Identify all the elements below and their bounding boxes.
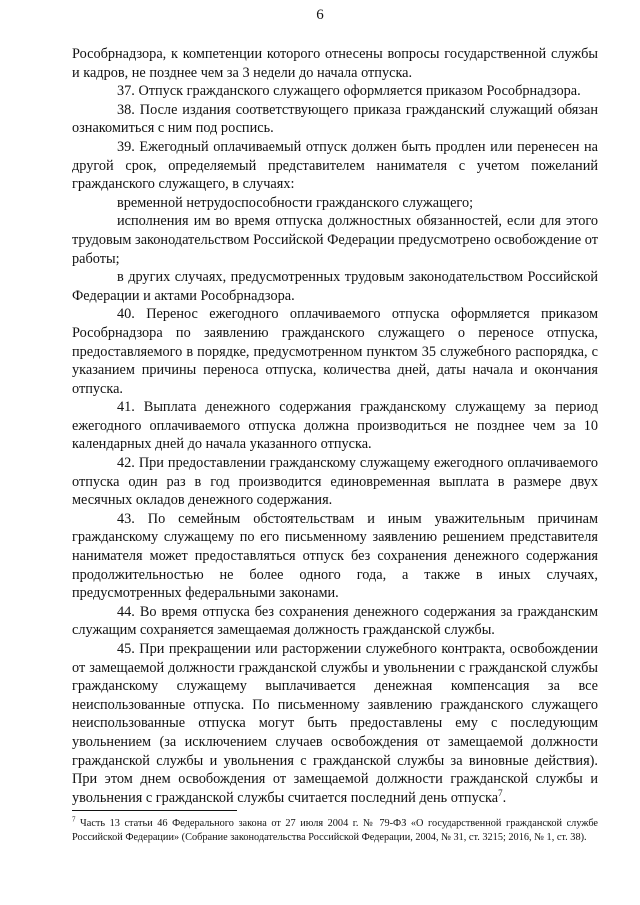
paragraph-39-case-duties: исполнения им во время отпуска должностных обязанностей, если для этого трудовым законодательством Российской Федерации предусмотрено освобождение от работы; xyxy=(72,213,598,267)
page-number: 6 xyxy=(316,7,324,23)
footnote-text: Часть 13 статьи 46 Федерального закона от 27 июля 2004 г. № 79-ФЗ «О государственной гражданской службе Российской Федерации» (Собрание законодательства Российской Федерации, 2004, № 31, ст. 3215; 2016, № 1, ст. 38). xyxy=(72,818,598,843)
paragraph-36-continuation: Рособрнадзора, к компетенции которого отнесены вопросы государственной службы и кадров, не позднее чем за 3 недели до начала отпуска. xyxy=(72,46,598,81)
paragraph-42: 42. При предоставлении гражданскому служащему ежегодного оплачиваемого отпуска один раз в год производится единовременная выплата в размере двух месячных окладов денежного содержания. xyxy=(72,455,598,509)
paragraph-43: 43. По семейным обстоятельствам и иным уважительным причинам гражданскому служащему по его письменному заявлению решением представителя нанимателя может предоставляться отпуск без сохранения денежного содержания продолжительностью не более одного года, а также в иных случаях, предусмотренных федеральными законами. xyxy=(72,510,598,602)
footnote-marker: 7 xyxy=(72,815,76,824)
paragraph-37: 37. Отпуск гражданского служащего оформляется приказом Рособрнадзора. xyxy=(117,83,581,100)
document-body xyxy=(72,45,598,807)
footnote-separator xyxy=(72,810,237,811)
footnote-reference: 7 xyxy=(498,787,503,798)
paragraph-38: 38. После издания соответствующего приказа гражданский служащий обязан ознакомиться с ним под роспись. xyxy=(72,101,598,137)
paragraph-39-case-sickness: временной нетрудоспособности гражданского служащего; xyxy=(117,194,474,211)
paragraph-45: 45. При прекращении или расторжении служебного контракта, освобождении от замещаемой должности гражданской службы и увольнении с гражданской службы гражданскому служащему выплачивается денежная компенсация за все неиспользованные отпуска. По письменному заявлению гражданского служащего неиспользованные отпуска могут быть предоставлены ему с последующим увольнением (за исключением случаев освобождения от замещаемой должности гражданской службы и увольнения с гражданской службы за виновные действия). При этом днем освобождения от замещаемой должности гражданской службы и увольнения с гражданской службы считается последний день отпуска$^7$. xyxy=(72,641,598,806)
paragraph-44: 44. Во время отпуска без сохранения денежного содержания за гражданским служащим сохраняется замещаемая должность гражданской службы. xyxy=(72,603,598,639)
paragraph-39: 39. Ежегодный оплачиваемый отпуск должен быть продлен или перенесен на другой срок, определяемый представителем нанимателя с учетом пожеланий гражданского служащего, в случаях: xyxy=(72,138,598,193)
footnote xyxy=(72,817,598,845)
paragraph-41: 41. Выплата денежного содержания гражданскому служащему за период ежегодного оплачиваемого отпуска должна производиться не позднее чем за 10 календарных дней до начала указанного отпуска. xyxy=(72,399,598,453)
paragraph-40: 40. Перенос ежегодного оплачиваемого отпуска оформляется приказом Рособрнадзора по заявлению гражданского служащего о переносе отпуска, предоставляемого в порядке, предусмотренном пунктом 35 служебного распорядка, с указанием причины переноса отпуска, количества дней, даты начала и окончания отпуска. xyxy=(72,306,598,397)
paragraph-45-text: 45. При прекращении или расторжении служебного контракта, освобождении от замещаемой должности гражданской службы и увольнении с гражданской службы гражданскому служащему выплачивается денежная компенсация за все неиспользованные отпуска. По письменному заявлению гражданского служащего неиспользованные отпуска могут быть предоставлены ему с последующим увольнением (за исключением случаев освобождения от замещаемой должности гражданской службы и увольнения с гражданской службы за виновные действия). При этом днем освобождения от замещаемой должности гражданской службы и увольнения с гражданской службы считается последний день отпуска xyxy=(72,641,598,806)
paragraph-39-case-other: в других случаях, предусмотренных трудовым законодательством Российской Федерации и актами Рособрнадзора. xyxy=(72,269,598,304)
